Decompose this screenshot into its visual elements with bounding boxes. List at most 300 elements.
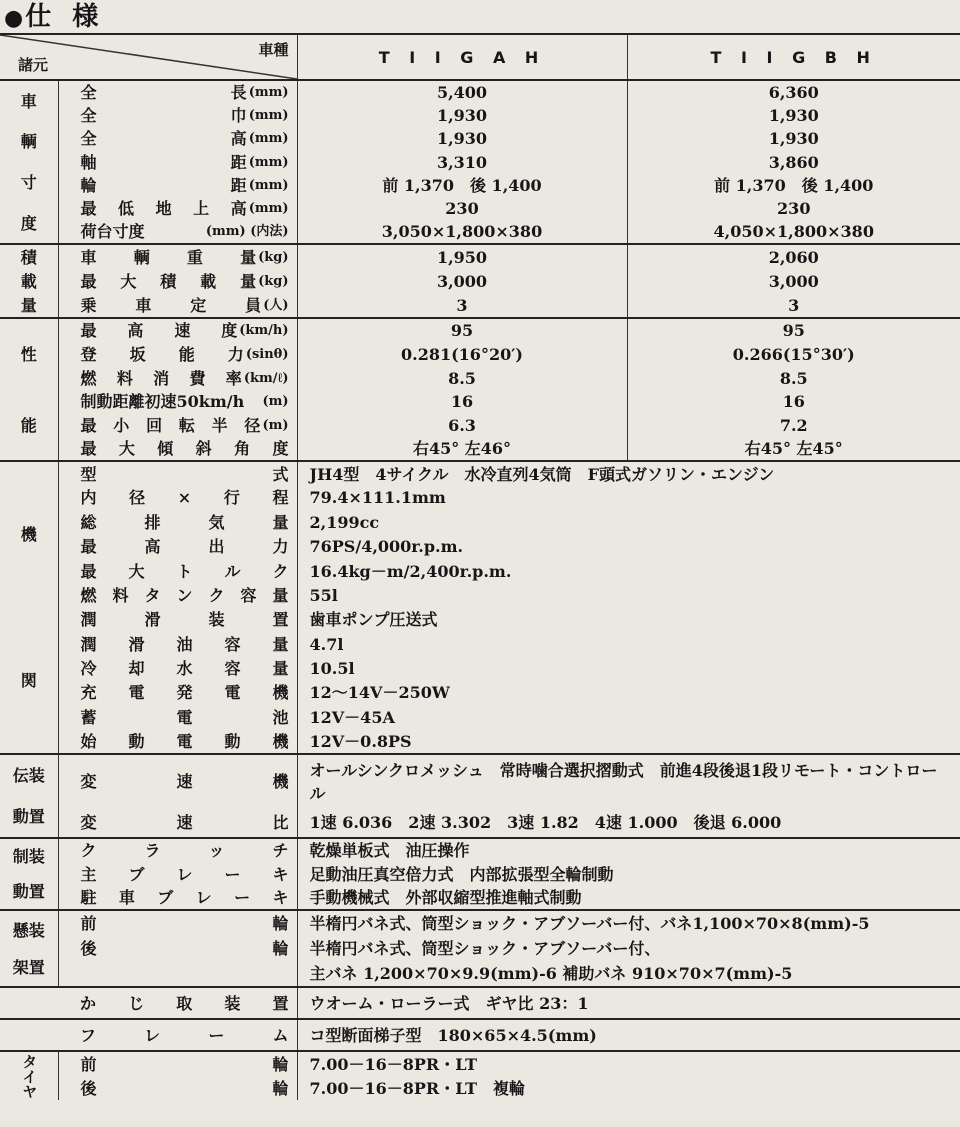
label-char: 消 <box>153 368 170 388</box>
tire-value: 7.00－16－8PR・LT <box>297 1051 960 1076</box>
engine-item-wrap <box>59 486 297 509</box>
dims-item <box>58 174 297 197</box>
trans-group-stack <box>0 755 58 837</box>
brake-group-stack <box>0 839 58 910</box>
unit: (mm) <box>248 177 289 193</box>
label-char: 最 <box>80 415 97 435</box>
unit: (km/ℓ) <box>243 370 289 386</box>
label-char: 高 <box>144 537 161 557</box>
dims-item-label <box>81 197 247 220</box>
label-char: フ <box>80 1025 97 1045</box>
dims-value-b: 230 <box>627 197 960 220</box>
engine-item <box>58 632 297 656</box>
dims-item-wrap <box>59 197 297 220</box>
label-char: 径 <box>129 488 146 508</box>
label-char: 内 <box>80 488 97 508</box>
brake-item-label <box>81 839 289 862</box>
brake-item-label <box>81 886 289 909</box>
dims-item-label <box>81 81 247 104</box>
perf-row <box>0 318 960 342</box>
brake-row <box>0 886 960 910</box>
tire-item-label <box>81 1053 289 1076</box>
frame-item-wrap <box>58 1024 297 1047</box>
label-char: 排 <box>144 512 161 532</box>
label-char: ラ <box>144 840 161 860</box>
label-char: 傾 <box>157 439 174 459</box>
group-char: 機 <box>20 525 37 545</box>
susp-row <box>0 910 960 936</box>
label-char: 半 <box>211 415 228 435</box>
engine-row <box>0 583 960 607</box>
label-char: 潤 <box>80 610 97 630</box>
engine-item <box>58 559 297 583</box>
label-char: 輪 <box>272 939 289 959</box>
label-char: 潤 <box>80 634 97 654</box>
engine-row <box>0 510 960 534</box>
perf-value-a: 95 <box>297 318 627 342</box>
engine-row <box>0 559 960 583</box>
perf-row <box>0 414 960 438</box>
page-title <box>0 0 104 32</box>
perf-item-wrap <box>59 343 297 366</box>
label-char: 蓄 <box>80 707 97 727</box>
label-char: ー <box>208 1025 225 1045</box>
label-char: ク <box>272 561 289 581</box>
susp-value: 半楕円バネ式、筒型ショック・アブソーバー付、バネ1,100×70×8(mm)-5 <box>297 910 960 936</box>
trans-item <box>58 754 297 809</box>
engine-row <box>0 705 960 729</box>
spec-label: 諸元 <box>18 56 49 74</box>
dims-value-b: 6,360 <box>627 80 960 104</box>
dims-value-b: 4,050×1,800×380 <box>627 220 960 244</box>
label-char: 最 <box>80 199 97 219</box>
label-char: 荷台寸度 <box>80 222 145 242</box>
label-char: 量 <box>272 512 289 532</box>
susp-item <box>58 910 297 936</box>
label-char: 冷 <box>80 658 97 678</box>
label-char: 動 <box>224 731 241 751</box>
label-char: 量 <box>240 247 257 267</box>
label-char: 料 <box>112 585 129 605</box>
label-char: 車 <box>118 888 135 908</box>
label-char: 最 <box>80 439 97 459</box>
susp-item-label <box>81 937 289 960</box>
label-char: 燃 <box>80 368 97 388</box>
title-text: 仕 様 <box>25 2 105 32</box>
group-char: 制装 <box>12 846 45 866</box>
dims-value-b: 1,930 <box>627 104 960 127</box>
model-a-header: T I I G A H <box>297 34 627 80</box>
perf-value-b: 16 <box>627 390 960 414</box>
label-char: 滑 <box>144 610 161 630</box>
brake-value: 乾燥単板式 油圧操作 <box>297 838 960 862</box>
group-char: 伝装 <box>12 765 45 785</box>
label-char: 輪 <box>272 1078 289 1098</box>
group-char: タイヤ <box>20 1053 39 1099</box>
label-char: 度 <box>221 321 238 341</box>
header-corner <box>0 34 297 80</box>
dims-value-a: 3,310 <box>297 151 627 174</box>
susp-value: 半楕円バネ式、筒型ショック・アブソーバー付、 <box>297 936 960 962</box>
label-char: 燃 <box>80 585 97 605</box>
label-char: ッ <box>208 840 225 860</box>
dims-item-label <box>81 174 247 197</box>
label-char: 斜 <box>195 439 212 459</box>
dims-value-b: 1,930 <box>627 127 960 150</box>
label-char: 積 <box>160 271 177 291</box>
label-char: 置 <box>272 993 289 1013</box>
load-value-a: 3,000 <box>297 269 627 294</box>
steer-group-blank <box>0 987 58 1019</box>
label-char: 機 <box>272 731 289 751</box>
dims-row <box>0 80 960 104</box>
perf-item-label <box>81 414 261 437</box>
trans-value: オールシンクロメッシュ 常時噛合選択摺動式 前進4段後退1段リモート・コントロール <box>297 754 960 809</box>
group-char: 懸装 <box>12 920 45 940</box>
engine-item-wrap <box>59 730 297 753</box>
tire-row <box>0 1076 960 1101</box>
label-char: チ <box>272 840 289 860</box>
model-b-header: T I I G B H <box>627 34 960 80</box>
engine-value: 16.4kg－m/2,400r.p.m. <box>297 559 960 583</box>
susp-item-label <box>81 912 289 935</box>
engine-item <box>58 461 297 485</box>
label-char: 後 <box>80 1078 97 1098</box>
dims-value-a: 5,400 <box>297 80 627 104</box>
label-char: 定 <box>190 296 207 316</box>
label-char: 置 <box>272 610 289 630</box>
engine-row <box>0 461 960 485</box>
engine-item <box>58 510 297 534</box>
engine-item-label <box>81 681 289 704</box>
label-char: 発 <box>176 683 193 703</box>
label-char: 全 <box>80 106 97 126</box>
label-char: 載 <box>200 271 217 291</box>
unit: (mm) (内法) <box>205 224 289 240</box>
brake-value: 足動油圧真空倍力式 内部拡張型全輪制動 <box>297 862 960 886</box>
label-char: 滑 <box>128 634 145 654</box>
label-char: 駐 <box>80 888 97 908</box>
label-char: ー <box>234 888 251 908</box>
unit: (mm) <box>248 108 289 124</box>
load-group-stack <box>0 245 58 317</box>
unit: (kg) <box>258 249 289 265</box>
brake-group <box>0 838 58 911</box>
dims-value-a: 1,930 <box>297 104 627 127</box>
dims-item <box>58 220 297 244</box>
dims-item <box>58 80 297 104</box>
perf-value-b: 0.266(15°30′) <box>627 343 960 367</box>
perf-row <box>0 366 960 390</box>
label-char: 変 <box>80 813 97 833</box>
perf-value-b: 7.2 <box>627 414 960 438</box>
label-char: 距 <box>230 152 247 172</box>
label-char: 費 <box>189 368 206 388</box>
perf-item-wrap <box>59 390 297 413</box>
tire-row <box>0 1051 960 1076</box>
label-char: 地 <box>155 199 172 219</box>
label-char: 気 <box>208 512 225 532</box>
engine-item <box>58 729 297 753</box>
label-char: 車 <box>135 296 152 316</box>
label-char: ト <box>176 561 193 581</box>
label-char: 径 <box>244 415 261 435</box>
tire-item-wrap <box>59 1053 297 1076</box>
tire-value: 7.00－16－8PR・LT 複輪 <box>297 1076 960 1101</box>
engine-item-label <box>81 608 289 631</box>
label-char: 行 <box>223 488 240 508</box>
engine-value: 12V－45A <box>297 705 960 729</box>
group-char: 関 <box>20 670 37 690</box>
label-char: 始 <box>80 731 97 751</box>
perf-item <box>58 318 297 342</box>
label-char: 最 <box>80 321 97 341</box>
dims-row <box>0 220 960 244</box>
steer-item-wrap <box>58 992 297 1015</box>
tire-item-label <box>81 1077 289 1100</box>
engine-item-wrap <box>59 535 297 558</box>
label-char: 装 <box>224 993 241 1013</box>
label-char: 却 <box>128 658 145 678</box>
dims-group <box>0 80 58 244</box>
load-item <box>58 294 297 319</box>
group-char: 能 <box>20 415 37 435</box>
label-char: 式 <box>272 464 289 484</box>
label-char: 速 <box>176 772 193 792</box>
label-char: 登 <box>80 344 97 364</box>
label-char: ン <box>176 585 193 605</box>
group-char: 車 <box>20 91 37 111</box>
tire-item <box>58 1076 297 1101</box>
label-char: 制動距離初速50km/h <box>80 392 245 412</box>
label-char: 油 <box>176 634 193 654</box>
trans-row <box>0 754 960 809</box>
perf-value-a: 右45° 左46° <box>297 437 627 461</box>
label-char: 高 <box>127 321 144 341</box>
label-char: 電 <box>128 683 145 703</box>
engine-value: 12～14V－250W <box>297 681 960 705</box>
perf-row <box>0 437 960 461</box>
perf-item <box>58 366 297 390</box>
label-char: 装 <box>208 610 225 630</box>
label-char: レ <box>195 888 212 908</box>
engine-value: 79.4×111.1mm <box>297 486 960 510</box>
perf-item-label <box>81 437 289 460</box>
load-value-b: 2,060 <box>627 244 960 269</box>
load-item-label <box>81 294 262 317</box>
dims-item-label <box>81 104 247 127</box>
label-char: タ <box>144 585 161 605</box>
label-char: 能 <box>178 344 195 364</box>
perf-item-label <box>81 319 238 342</box>
label-char: 電 <box>176 731 193 751</box>
dims-value-a: 1,930 <box>297 127 627 150</box>
perf-row <box>0 343 960 367</box>
engine-item-wrap <box>59 463 297 486</box>
susp-item-wrap <box>59 912 297 935</box>
engine-item-wrap <box>59 560 297 583</box>
label-char: 力 <box>272 537 289 557</box>
label-char: 容 <box>224 658 241 678</box>
dims-row <box>0 127 960 150</box>
engine-group-stack <box>0 462 58 752</box>
perf-group-stack <box>0 319 58 460</box>
susp-item <box>58 936 297 962</box>
engine-item-wrap <box>59 511 297 534</box>
label-char: 力 <box>227 344 244 364</box>
tire-group <box>0 1051 58 1100</box>
trans-item <box>58 809 297 838</box>
label-char: レ <box>176 864 193 884</box>
label-char: 最 <box>80 561 97 581</box>
label-char: 量 <box>272 634 289 654</box>
label-char: 総 <box>80 512 97 532</box>
label-char: 容 <box>224 634 241 654</box>
label-char: 速 <box>176 813 193 833</box>
brake-item-wrap <box>59 863 297 886</box>
frame-group-blank <box>0 1019 58 1051</box>
label-char: 輪 <box>272 1054 289 1074</box>
tire-item-wrap <box>59 1077 297 1100</box>
engine-item-wrap <box>59 633 297 656</box>
engine-item-label <box>81 560 289 583</box>
label-char: 員 <box>245 296 262 316</box>
group-char: 架置 <box>12 958 45 978</box>
dims-row <box>0 174 960 197</box>
load-value-b: 3,000 <box>627 269 960 294</box>
label-char: 充 <box>80 683 97 703</box>
load-item-wrap <box>59 246 297 269</box>
steer-row <box>0 987 960 1019</box>
dims-item <box>58 151 297 174</box>
label-char: × <box>177 488 192 508</box>
engine-item-wrap <box>59 681 297 704</box>
model-label: 車種 <box>258 41 289 59</box>
engine-item-label <box>81 633 289 656</box>
header-row <box>0 34 960 80</box>
engine-item-label <box>81 511 289 534</box>
group-char: 度 <box>20 213 37 233</box>
label-char: 主 <box>80 864 97 884</box>
trans-item-wrap <box>59 770 297 793</box>
engine-item-wrap <box>59 584 297 607</box>
label-char: 量 <box>272 658 289 678</box>
label-char: 池 <box>272 707 289 727</box>
engine-item <box>58 583 297 607</box>
engine-row <box>0 486 960 510</box>
label-char: 高 <box>230 199 247 219</box>
label-char: ー <box>224 864 241 884</box>
label-char: か <box>80 993 97 1013</box>
label-char: 料 <box>116 368 133 388</box>
group-char: 載 <box>20 271 37 291</box>
dims-item-wrap <box>59 174 297 197</box>
brake-item-wrap <box>59 839 297 862</box>
label-char: レ <box>144 1025 161 1045</box>
group-char: 積 <box>20 247 37 267</box>
engine-item <box>58 608 297 632</box>
label-char: 程 <box>272 488 289 508</box>
perf-item-wrap <box>59 414 297 437</box>
perf-value-a: 16 <box>297 390 627 414</box>
frame-row <box>0 1019 960 1051</box>
load-value-b: 3 <box>627 294 960 319</box>
group-char: 寸 <box>20 172 37 192</box>
susp-group <box>0 910 58 987</box>
brake-item <box>58 838 297 862</box>
label-char: 電 <box>224 683 241 703</box>
label-char: 出 <box>208 537 225 557</box>
dims-item <box>58 104 297 127</box>
perf-item <box>58 414 297 438</box>
dims-item <box>58 127 297 150</box>
dims-item-wrap <box>59 220 297 243</box>
susp-value: 主バネ 1,200×70×9.9(mm)-6 補助バネ 910×70×7(mm)-5 <box>297 962 960 988</box>
perf-item <box>58 343 297 367</box>
perf-value-b: 8.5 <box>627 366 960 390</box>
unit: (m) <box>262 417 289 433</box>
dims-item-wrap <box>59 151 297 174</box>
engine-row <box>0 656 960 680</box>
label-char: 容 <box>240 585 257 605</box>
load-item <box>58 244 297 269</box>
label-char: 動 <box>128 731 145 751</box>
engine-item <box>58 681 297 705</box>
spec-table <box>0 33 960 1100</box>
susp-group-stack <box>0 911 58 986</box>
label-char: 全 <box>80 83 97 103</box>
brake-item-wrap <box>59 886 297 909</box>
label-char: 全 <box>80 129 97 149</box>
brake-item <box>58 862 297 886</box>
label-char: 角 <box>234 439 251 459</box>
perf-item-label <box>81 390 261 413</box>
brake-row <box>0 862 960 886</box>
dims-row <box>0 104 960 127</box>
engine-row <box>0 534 960 558</box>
label-char: 前 <box>80 914 97 934</box>
unit: (mm) <box>248 85 289 101</box>
engine-item-label <box>81 535 289 558</box>
label-char: 輌 <box>133 247 150 267</box>
perf-value-b: 右45° 左45° <box>627 437 960 461</box>
unit: (mm) <box>248 154 289 170</box>
dims-item <box>58 197 297 220</box>
label-char: 変 <box>80 772 97 792</box>
label-char: 坂 <box>129 344 146 364</box>
engine-value: 歯車ポンプ圧送式 <box>297 608 960 632</box>
label-char: 低 <box>118 199 135 219</box>
label-char: 大 <box>118 439 135 459</box>
engine-row <box>0 681 960 705</box>
brake-row <box>0 838 960 862</box>
load-item-wrap <box>59 294 297 317</box>
label-char: 量 <box>240 271 257 291</box>
engine-item <box>58 534 297 558</box>
engine-item-wrap <box>59 608 297 631</box>
label-char: 比 <box>272 813 289 833</box>
brake-item <box>58 886 297 910</box>
label-char: 前 <box>80 1054 97 1074</box>
label-char: 電 <box>176 707 193 727</box>
engine-row <box>0 608 960 632</box>
label-char: 乗 <box>80 296 97 316</box>
unit: (km/h) <box>239 323 289 339</box>
label-char: ル <box>224 561 241 581</box>
label-char: 最 <box>80 537 97 557</box>
label-char: 後 <box>80 939 97 959</box>
label-char: 最 <box>80 271 97 291</box>
